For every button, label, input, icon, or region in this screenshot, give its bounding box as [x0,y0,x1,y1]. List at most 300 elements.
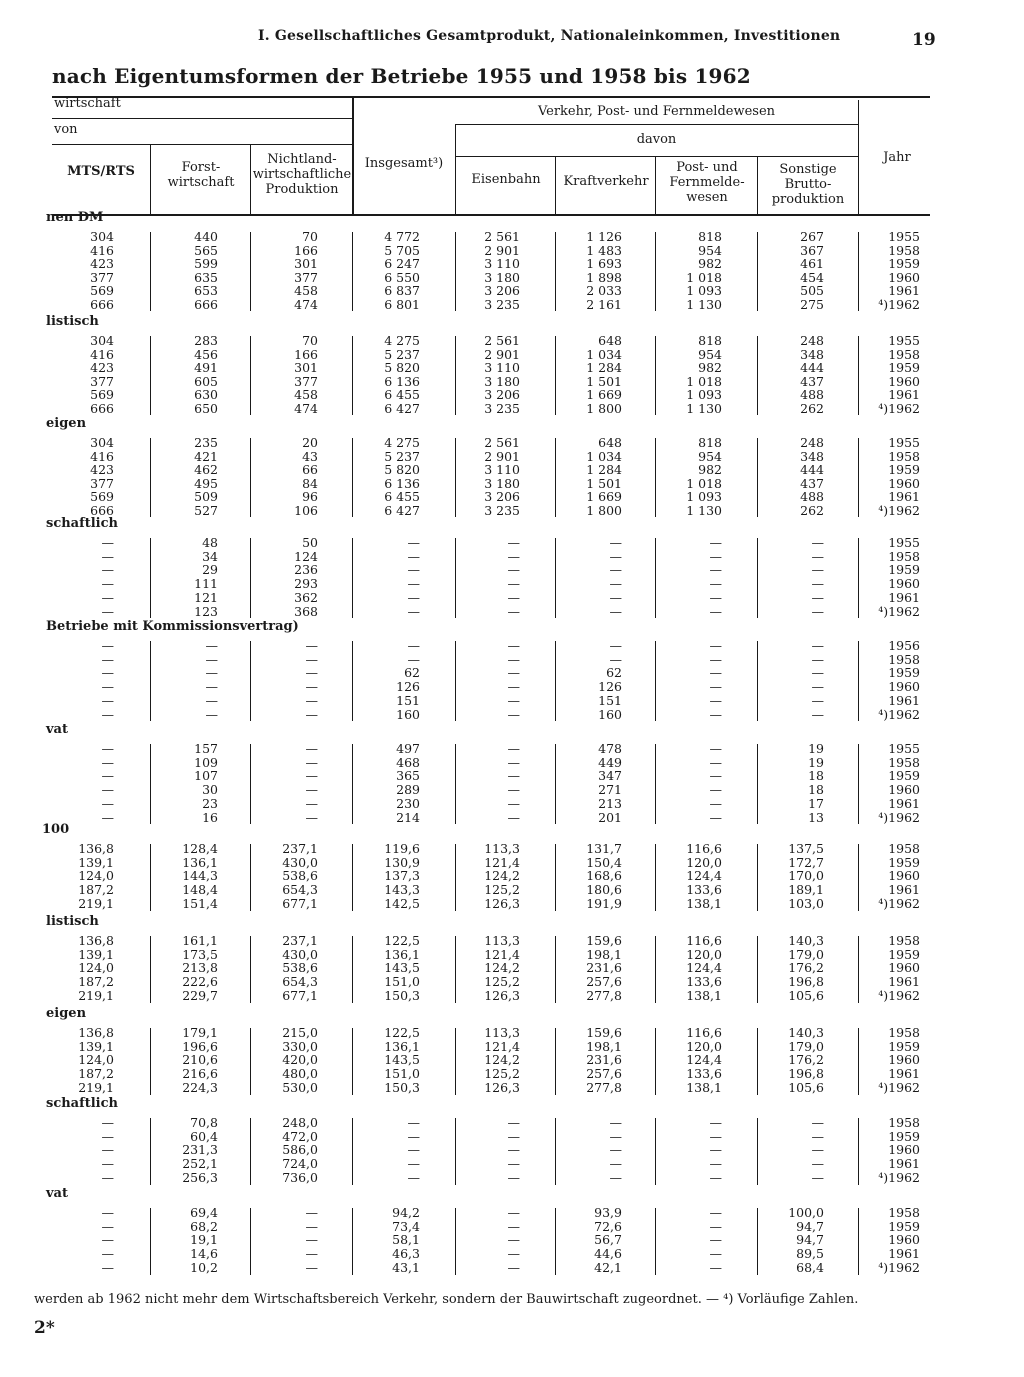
cell-sonstige: 262 [800,502,824,518]
cell-nichtland-produktion: 70 [302,333,318,348]
cell-sonstige: 105,6 [788,1079,824,1095]
cell-eisenbahn: — [507,706,520,722]
cell-mts-rts: 377 [90,475,114,491]
cell-nichtland-produktion: 96 [302,489,318,504]
vline-a [352,96,354,214]
cell-kraftverkehr: 126 [598,679,622,695]
cell-kraftverkehr: — [609,535,622,550]
cell-insgesamt: 497 [396,741,420,756]
cell-kraftverkehr: 44,6 [594,1246,622,1262]
cell-sonstige: 444 [800,462,824,477]
cell-post-fernmeldewesen: 982 [698,462,722,477]
cell-mts-rts: 219,1 [78,895,114,911]
cell-mts-rts: 666 [90,400,114,416]
cell-jahr: 1960 [888,373,920,389]
cell-eisenbahn: 3 206 [484,489,520,504]
cell-eisenbahn: — [507,638,520,653]
cell-sonstige: — [811,535,824,550]
cell-jahr: 1960 [888,1052,920,1068]
cell-nichtland-produktion: — [305,782,318,798]
cell-eisenbahn: 3 206 [484,283,520,298]
cell-sonstige: 19 [808,754,824,770]
cell-jahr: 1960 [888,269,920,285]
cell-forstwirtschaft: 109 [194,754,218,770]
cell-mts-rts: 124,0 [78,960,114,976]
cell-forstwirtschaft: 151,4 [182,895,218,911]
cell-kraftverkehr: 1 034 [586,448,622,464]
cell-forstwirtschaft: 10,2 [190,1259,218,1275]
cell-mts-rts: — [101,1169,114,1185]
cell-post-fernmeldewesen: — [709,741,722,756]
cell-kraftverkehr: 257,6 [586,974,622,990]
cell-post-fernmeldewesen: 954 [698,242,722,258]
cell-insgesamt: 5 820 [384,462,420,477]
header-wirtschaft: wirtschaft [54,96,121,111]
cell-mts-rts: 377 [90,373,114,389]
cell-insgesamt: — [407,1142,420,1158]
cell-kraftverkehr: 1 800 [586,400,622,416]
cell-insgesamt: 46,3 [392,1246,420,1262]
cell-insgesamt: — [407,548,420,564]
cell-kraftverkehr: 168,6 [586,868,622,884]
cell-kraftverkehr: 347 [598,768,622,784]
cell-jahr: 1960 [888,679,920,695]
cell-forstwirtschaft: 527 [194,502,218,518]
rule-left-2 [52,144,352,145]
cell-nichtland-produktion: — [305,638,318,653]
cell-eisenbahn: 113,3 [484,841,520,856]
cell-sonstige: 179,0 [788,1038,824,1054]
page-sign: 2* [34,1318,55,1338]
cell-eisenbahn: — [507,576,520,592]
cell-sonstige: 248 [800,435,824,450]
cell-jahr: ⁴)1962 [878,895,920,911]
cell-nichtland-produktion: — [305,741,318,756]
cell-insgesamt: 43,1 [392,1259,420,1275]
cell-nichtland-produktion: 586,0 [282,1142,318,1158]
section-label: vat [46,722,68,737]
cell-insgesamt: 468 [396,754,420,770]
cell-eisenbahn: — [507,741,520,756]
cell-post-fernmeldewesen: 138,1 [686,895,722,911]
cell-insgesamt: 151,0 [384,1066,420,1082]
cell-kraftverkehr: 1 483 [586,242,622,258]
cell-kraftverkehr: 449 [598,754,622,770]
cell-eisenbahn: — [507,782,520,798]
cell-insgesamt: 5 705 [384,242,420,258]
cell-sonstige: 170,0 [788,868,824,884]
cell-post-fernmeldewesen: 124,4 [686,960,722,976]
cell-post-fernmeldewesen: — [709,692,722,708]
cell-kraftverkehr: 2 033 [586,283,622,298]
cell-insgesamt: — [407,535,420,550]
cell-mts-rts: — [101,548,114,564]
cell-kraftverkehr: 1 669 [586,387,622,402]
cell-jahr: ⁴)1962 [878,987,920,1003]
cell-eisenbahn: 3 180 [484,475,520,491]
cell-sonstige: — [811,1142,824,1158]
cell-nichtland-produktion: 166 [294,242,318,258]
cell-insgesamt: 4 275 [384,435,420,450]
cell-insgesamt: 150,3 [384,1079,420,1095]
cell-post-fernmeldewesen: — [709,809,722,825]
cell-forstwirtschaft: 68,2 [190,1218,218,1234]
cell-jahr: 1958 [888,1115,920,1130]
cell-insgesamt: 151,0 [384,974,420,990]
cell-kraftverkehr: 191,9 [586,895,622,911]
cell-nichtland-produktion: 330,0 [282,1038,318,1054]
cell-post-fernmeldewesen: — [709,1218,722,1234]
table-title: nach Eigentumsformen der Betriebe 1955 und 1958 bis 1962 [52,64,751,88]
cell-kraftverkehr: 62 [606,665,622,681]
cell-post-fernmeldewesen: — [709,603,722,619]
cell-post-fernmeldewesen: 1 130 [686,400,722,416]
cell-eisenbahn: — [507,754,520,770]
cell-eisenbahn: 125,2 [484,974,520,990]
cell-post-fernmeldewesen: 124,4 [686,868,722,884]
cell-post-fernmeldewesen: 818 [698,333,722,348]
cell-insgesamt: 94,2 [392,1205,420,1220]
cell-kraftverkehr: 2 161 [586,296,622,312]
cell-insgesamt: 143,5 [384,1052,420,1068]
cell-jahr: ⁴)1962 [878,400,920,416]
cell-post-fernmeldewesen: 1 093 [686,283,722,298]
cell-nichtland-produktion: 166 [294,346,318,362]
cell-mts-rts: — [101,603,114,619]
cell-mts-rts: 139,1 [78,946,114,962]
cell-sonstige: 137,5 [788,841,824,856]
cell-kraftverkehr: 1 800 [586,502,622,518]
cell-eisenbahn: 2 901 [484,242,520,258]
cell-post-fernmeldewesen: 133,6 [686,974,722,990]
cell-nichtland-produktion: 66 [302,462,318,477]
cell-mts-rts: 124,0 [78,868,114,884]
header-post-fernmeldewesen: Post- und Fernmelde- wesen [669,160,745,205]
cell-jahr: ⁴)1962 [878,296,920,312]
cell-mts-rts: 136,8 [78,1025,114,1040]
header-bottom-rule [52,214,930,216]
vline-f [655,156,656,214]
cell-jahr: 1955 [888,741,920,756]
cell-mts-rts: — [101,1156,114,1172]
cell-nichtland-produktion: 724,0 [282,1156,318,1172]
cell-eisenbahn: 124,2 [484,960,520,976]
cell-forstwirtschaft: 650 [194,400,218,416]
cell-kraftverkehr: 1 501 [586,373,622,389]
cell-eisenbahn: — [507,1156,520,1172]
cell-jahr: 1961 [888,589,920,605]
cell-eisenbahn: 2 561 [484,435,520,450]
cell-kraftverkehr: 231,6 [586,1052,622,1068]
cell-eisenbahn: 2 901 [484,346,520,362]
cell-mts-rts: — [101,651,114,667]
cell-insgesamt: 143,3 [384,882,420,898]
cell-eisenbahn: — [507,548,520,564]
cell-forstwirtschaft: 630 [194,387,218,402]
cell-forstwirtschaft: 222,6 [182,974,218,990]
cell-eisenbahn: 125,2 [484,882,520,898]
cell-mts-rts: — [101,795,114,811]
cell-sonstige: 94,7 [796,1218,824,1234]
cell-nichtland-produktion: 736,0 [282,1169,318,1185]
cell-mts-rts: 187,2 [78,882,114,898]
footnote: werden ab 1962 nicht mehr dem Wirtschaftsbereich Verkehr, sondern der Bauwirtschaft zugeordnet. — ⁴) Vorläufige Zahlen. [34,1292,859,1307]
cell-post-fernmeldewesen: — [709,665,722,681]
cell-nichtland-produktion: 472,0 [282,1128,318,1144]
cell-post-fernmeldewesen: 1 093 [686,387,722,402]
cell-eisenbahn: 124,2 [484,868,520,884]
cell-insgesamt: 130,9 [384,854,420,870]
cell-eisenbahn: 113,3 [484,1025,520,1040]
cell-kraftverkehr: — [609,548,622,564]
cell-jahr: 1961 [888,387,920,402]
cell-mts-rts: 569 [90,283,114,298]
cell-sonstige: 94,7 [796,1232,824,1248]
cell-kraftverkehr: 159,6 [586,1025,622,1040]
header-jahr: Jahr [883,150,911,165]
cell-sonstige: 179,0 [788,946,824,962]
cell-sonstige: — [811,692,824,708]
cell-sonstige: 89,5 [796,1246,824,1262]
cell-jahr: 1959 [888,1128,920,1144]
cell-eisenbahn: — [507,1128,520,1144]
cell-post-fernmeldewesen: 116,6 [686,841,722,856]
cell-kraftverkehr: — [609,1115,622,1130]
cell-eisenbahn: 3 206 [484,387,520,402]
cell-eisenbahn: — [507,535,520,550]
cell-forstwirtschaft: 256,3 [182,1169,218,1185]
cell-kraftverkehr: 1 898 [586,269,622,285]
cell-mts-rts: 416 [90,242,114,258]
vline-g [757,156,758,214]
cell-sonstige: 176,2 [788,1052,824,1068]
header-mts-rts: MTS/RTS [67,164,135,179]
cell-jahr: 1960 [888,960,920,976]
cell-insgesamt: 160 [396,706,420,722]
cell-kraftverkehr: 648 [598,435,622,450]
cell-sonstige: 196,8 [788,1066,824,1082]
cell-jahr: ⁴)1962 [878,1079,920,1095]
cell-nichtland-produktion: — [305,651,318,667]
cell-nichtland-produktion: — [305,679,318,695]
cell-eisenbahn: — [507,1246,520,1262]
cell-nichtland-produktion: 368 [294,603,318,619]
cell-insgesamt: 126 [396,679,420,695]
cell-post-fernmeldewesen: 1 130 [686,502,722,518]
cell-insgesamt: 6 427 [384,502,420,518]
cell-forstwirtschaft: 34 [202,548,218,564]
cell-insgesamt: 137,3 [384,868,420,884]
cell-nichtland-produktion: 480,0 [282,1066,318,1082]
cell-sonstige: — [811,1169,824,1185]
cell-sonstige: 172,7 [788,854,824,870]
cell-kraftverkehr: — [609,576,622,592]
section-label: nen DM [46,210,104,225]
cell-jahr: 1961 [888,882,920,898]
cell-post-fernmeldewesen: 133,6 [686,882,722,898]
section-label: schaftlich [46,1096,118,1111]
cell-nichtland-produktion: 538,6 [282,868,318,884]
header-kraftverkehr: Kraftverkehr [563,174,649,189]
cell-jahr: ⁴)1962 [878,706,920,722]
cell-eisenbahn: 2 901 [484,448,520,464]
cell-kraftverkehr: 1 034 [586,346,622,362]
cell-jahr: 1959 [888,946,920,962]
cell-insgesamt: 6 136 [384,373,420,389]
cell-post-fernmeldewesen: — [709,535,722,550]
cell-post-fernmeldewesen: — [709,562,722,578]
cell-mts-rts: — [101,706,114,722]
cell-insgesamt: 119,6 [384,841,420,856]
cell-eisenbahn: 2 561 [484,333,520,348]
cell-post-fernmeldewesen: — [709,768,722,784]
cell-post-fernmeldewesen: 124,4 [686,1052,722,1068]
cell-insgesamt: 73,4 [392,1218,420,1234]
cell-forstwirtschaft: 565 [194,242,218,258]
cell-jahr: 1959 [888,562,920,578]
cell-kraftverkehr: 213 [598,795,622,811]
cell-mts-rts: — [101,741,114,756]
cell-insgesamt: 136,1 [384,946,420,962]
cell-jahr: 1959 [888,665,920,681]
cell-nichtland-produktion: 215,0 [282,1025,318,1040]
cell-sonstige: 262 [800,400,824,416]
cell-eisenbahn: — [507,809,520,825]
cell-nichtland-produktion: — [305,1259,318,1275]
cell-forstwirtschaft: 30 [202,782,218,798]
cell-forstwirtschaft: 148,4 [182,882,218,898]
section-label: vat [46,1186,68,1201]
cell-kraftverkehr: 478 [598,741,622,756]
cell-post-fernmeldewesen: — [709,754,722,770]
cell-forstwirtschaft: 462 [194,462,218,477]
cell-forstwirtschaft: 224,3 [182,1079,218,1095]
cell-nichtland-produktion: 458 [294,283,318,298]
header-sonstige-bruttoproduktion: Sonstige Brutto- produktion [771,162,845,207]
cell-forstwirtschaft: 111 [194,576,218,592]
cell-eisenbahn: — [507,1232,520,1248]
header-nichtlandwirtschaftliche-produktion: Nichtland- wirtschaftliche Produktion [252,152,352,197]
cell-jahr: 1960 [888,576,920,592]
cell-mts-rts: — [101,535,114,550]
cell-sonstige: — [811,589,824,605]
cell-sonstige: — [811,1156,824,1172]
cell-jahr: 1961 [888,1066,920,1082]
cell-jahr: 1958 [888,242,920,258]
cell-kraftverkehr: — [609,1142,622,1158]
cell-mts-rts: 569 [90,489,114,504]
cell-post-fernmeldewesen: 120,0 [686,1038,722,1054]
cell-post-fernmeldewesen: 954 [698,448,722,464]
cell-insgesamt: — [407,1156,420,1172]
cell-eisenbahn: — [507,692,520,708]
cell-kraftverkehr: 1 284 [586,462,622,477]
cell-sonstige: — [811,679,824,695]
cell-insgesamt: — [407,576,420,592]
cell-nichtland-produktion: — [305,692,318,708]
cell-sonstige: 18 [808,768,824,784]
cell-post-fernmeldewesen: — [709,679,722,695]
cell-mts-rts: 136,8 [78,933,114,948]
cell-insgesamt: 122,5 [384,1025,420,1040]
cell-forstwirtschaft: 666 [194,296,218,312]
cell-post-fernmeldewesen: 116,6 [686,1025,722,1040]
section-label: schaftlich [46,516,118,531]
cell-sonstige: — [811,1115,824,1130]
cell-insgesamt: — [407,589,420,605]
cell-insgesamt: 122,5 [384,933,420,948]
cell-post-fernmeldewesen: — [709,1128,722,1144]
cell-forstwirtschaft: 16 [202,809,218,825]
cell-forstwirtschaft: 196,6 [182,1038,218,1054]
cell-sonstige: 17 [808,795,824,811]
cell-nichtland-produktion: 377 [294,373,318,389]
cell-mts-rts: 416 [90,346,114,362]
header-davon: davon [636,132,677,147]
cell-nichtland-produktion: 106 [294,502,318,518]
cell-insgesamt: 58,1 [392,1232,420,1248]
cell-nichtland-produktion: 430,0 [282,946,318,962]
cell-sonstige: — [811,1128,824,1144]
cell-kraftverkehr: 1 284 [586,360,622,375]
cell-kraftverkehr: 198,1 [586,1038,622,1054]
section-label: eigen [46,1006,87,1021]
cell-jahr: 1959 [888,1218,920,1234]
cell-mts-rts: — [101,665,114,681]
cell-jahr: 1960 [888,1142,920,1158]
cell-jahr: 1959 [888,462,920,477]
cell-jahr: ⁴)1962 [878,1259,920,1275]
cell-insgesamt: 6 455 [384,489,420,504]
cell-nichtland-produktion: — [305,754,318,770]
header-insgesamt: Insgesamt³) [364,156,444,171]
cell-forstwirtschaft: — [205,651,218,667]
cell-mts-rts: — [101,1115,114,1130]
cell-post-fernmeldewesen: 120,0 [686,946,722,962]
cell-eisenbahn: — [507,1115,520,1130]
cell-forstwirtschaft: 107 [194,768,218,784]
cell-eisenbahn: — [507,679,520,695]
cell-jahr: 1959 [888,1038,920,1054]
cell-mts-rts: — [101,768,114,784]
cell-forstwirtschaft: — [205,665,218,681]
header-forstwirtschaft: Forst- wirtschaft [167,160,235,190]
cell-sonstige: — [811,548,824,564]
cell-kraftverkehr: 648 [598,333,622,348]
cell-sonstige: 196,8 [788,974,824,990]
cell-nichtland-produktion: 377 [294,269,318,285]
cell-insgesamt: 6 136 [384,475,420,491]
cell-mts-rts: 423 [90,360,114,375]
cell-jahr: 1961 [888,489,920,504]
cell-nichtland-produktion: 84 [302,475,318,491]
cell-sonstige: — [811,576,824,592]
cell-jahr: ⁴)1962 [878,809,920,825]
cell-mts-rts: 304 [90,229,114,244]
cell-nichtland-produktion: — [305,706,318,722]
cell-jahr: ⁴)1962 [878,502,920,518]
cell-insgesamt: 6 801 [384,296,420,312]
cell-nichtland-produktion: 530,0 [282,1079,318,1095]
cell-insgesamt: 151 [396,692,420,708]
cell-post-fernmeldewesen: 982 [698,360,722,375]
cell-eisenbahn: — [507,651,520,667]
cell-nichtland-produktion: 458 [294,387,318,402]
rule-transport [455,124,858,125]
cell-forstwirtschaft: — [205,679,218,695]
cell-sonstige: 13 [808,809,824,825]
cell-forstwirtschaft: 123 [194,603,218,619]
